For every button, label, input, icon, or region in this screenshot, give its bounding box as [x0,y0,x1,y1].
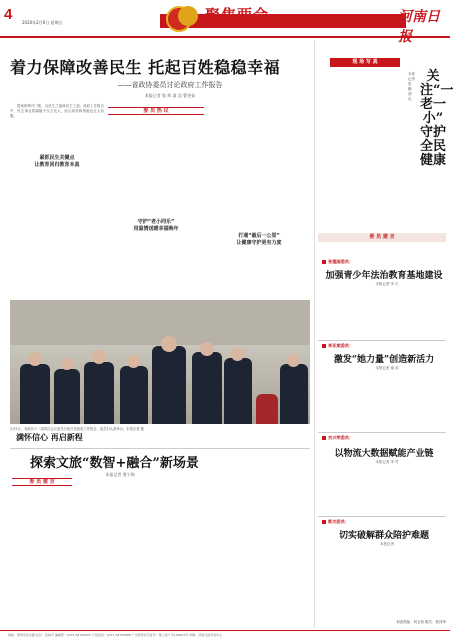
item-byline-3: 本报记者 李 竹 [375,460,399,464]
editors-credit: 本版责编：刘玉柏 版式：张泽华 [395,620,446,624]
lead-intro: 提案统筹开门集，以民生之福谋民生之福，政府工作报告中，民生事业的篇幅不仅占比大，而且取得和措施也让人信服。 [10,104,104,119]
right-section-bar: 现 场 写 真 [330,58,400,67]
item-byline-2: 本报记者 童 浩 [375,366,399,370]
bullet-square-icon [322,436,326,440]
lead-subhead-2: 让教育回归教育本真 [34,162,80,168]
item-headline-1: 加强青少年法治教育基地建设 [325,271,443,281]
hot-section-label: 委 员 热 议 [143,108,169,114]
second-section-bar: 委 员 建 言 [12,478,72,486]
item-headline-4: 切实破解群众陪护难题 [338,531,429,541]
bullet-square-icon [322,260,326,264]
masthead [0,0,450,45]
lead-headline: 着力保障改善民生 托起百姓稳稳幸福 [10,58,281,77]
item-category-3: 吉兴荣委员： [322,434,353,441]
lead-subhead-3: 守护“老小同乐” [137,219,175,225]
bullet-square-icon [322,344,326,348]
item-category-4: 郭杰委员： [322,518,349,525]
feature-title: 关注“一老一小” 守护全民健康 [420,69,453,168]
item-byline-1: 本报记者 李 宇 [375,282,399,286]
lead-subheadline: ——省政协委员讨论政府工作报告 [117,81,223,89]
lead-byline: 本报记者 陈 辉 童 浩 曹雯茹 [144,93,196,98]
hot-section-bar [108,107,204,115]
bullet-square-icon [322,520,326,524]
feature-byline: 本报记者 张 鹏 胡 迅 [408,72,415,101]
photo-title: 满怀信心 再启新程 [16,433,83,442]
lead-subhead-4: 用温情送暖幸福晚年 [133,226,179,232]
news-photo [10,300,310,424]
photo-caption: 2月5日，省政协十二届四次会议委员分组讨论政府工作报告，委员们认真审议。本报记者 摄 [10,427,144,431]
lead-subhead-1: 紧抓民生关键点 [39,155,75,161]
cppcc-emblem-icon [178,6,198,26]
paper-logo: 河南日报 [398,9,440,45]
lead-subhead-5: 打通“最后一公里” [238,233,280,239]
item-category-2: 李亚斌委员： [322,342,353,349]
column-divider [314,40,315,628]
page-number: 4 [4,6,13,23]
header-rule [0,36,450,38]
right-suggestion-bar: 委 员 建 言 [318,233,446,242]
item-byline-4: 本报记者 [380,542,394,546]
item-headline-3: 以物流大数据赋能产业链 [334,449,434,459]
second-byline: 本报记者 曹少锦 [105,472,135,477]
lead-subhead-6: 让健康守护更有力度 [236,240,282,246]
item-category-1: 张建国委员： [322,258,353,265]
page-footer: 地址：郑州市金水路 社长：张林平 编辑部：0371-65795827 订报热线：0371-65795888 广告经营许可证号：豫工商广字100001号 印刷：河南日报印务中心 [0,630,450,640]
second-headline: 探索文旅“数智+融合”新场景 [30,456,199,471]
issue-date: 2020年2月6日 星期五 [22,20,63,25]
item-headline-2: 激发“她力量”创造新活力 [333,355,435,365]
section-divider [10,448,310,449]
section-title: 聚焦两会 [205,6,270,24]
